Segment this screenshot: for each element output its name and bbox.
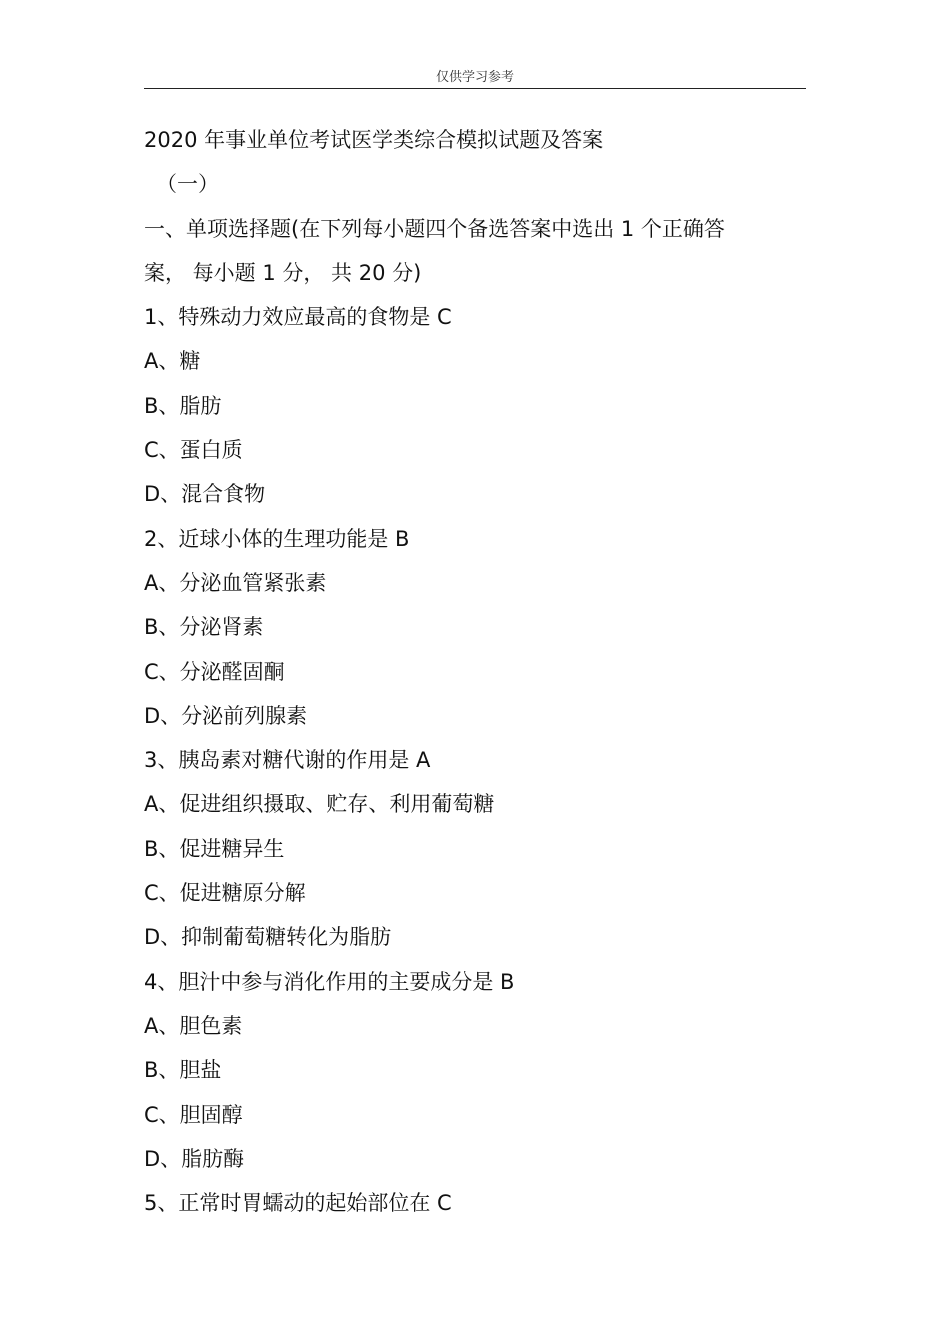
section-heading-line-1: 一、单项选择题(在下列每小题四个备选答案中选出 1 个正确答: [144, 216, 725, 241]
document-subtitle: （一）: [156, 172, 219, 197]
question-3-option-c: C、促进糖原分解: [144, 881, 306, 906]
section-heading-line-2: 案， 每小题 1 分， 共 20 分): [144, 260, 422, 285]
question-2-option-c: C、分泌醛固酮: [144, 659, 285, 684]
question-stem-2: 2、近球小体的生理功能是 B: [144, 526, 410, 551]
document-body: [144, 118, 806, 1225]
question-1-option-b: B、脂肪: [144, 393, 222, 418]
question-2-option-d: D、分泌前列腺素: [144, 703, 308, 728]
question-2-option-b: B、分泌肾素: [144, 615, 264, 640]
question-stem-4: 4、胆汁中参与消化作用的主要成分是 B: [144, 969, 515, 994]
document-title: 2020 年事业单位考试医学类综合模拟试题及答案: [144, 128, 604, 152]
question-stem-5: 5、正常时胃蠕动的起始部位在 C: [144, 1191, 452, 1216]
question-4-option-b: B、胆盐: [144, 1058, 222, 1083]
question-3-option-b: B、促进糖异生: [144, 836, 285, 861]
question-1-option-d: D、混合食物: [144, 482, 266, 507]
question-1-option-a: A、糖: [144, 349, 201, 374]
header-text: 仅供学习参考: [435, 70, 514, 85]
question-3-option-d: D、抑制葡萄糖转化为脂肪: [144, 925, 392, 950]
question-4-option-d: D、脂肪酶: [144, 1146, 245, 1171]
question-stem-3: 3、胰岛素对糖代谢的作用是 A: [144, 748, 431, 773]
question-stem-1: 1、特殊动力效应最高的食物是 C: [144, 305, 452, 330]
question-4-option-a: A、胆色素: [144, 1013, 243, 1038]
question-1-option-c: C、蛋白质: [144, 438, 243, 463]
question-4-option-c: C、胆固醇: [144, 1102, 243, 1127]
question-2-option-a: A、分泌血管紧张素: [144, 570, 327, 595]
question-3-option-a: A、促进组织摄取、贮存、利用葡萄糖: [144, 792, 495, 817]
page-header: [144, 62, 806, 89]
